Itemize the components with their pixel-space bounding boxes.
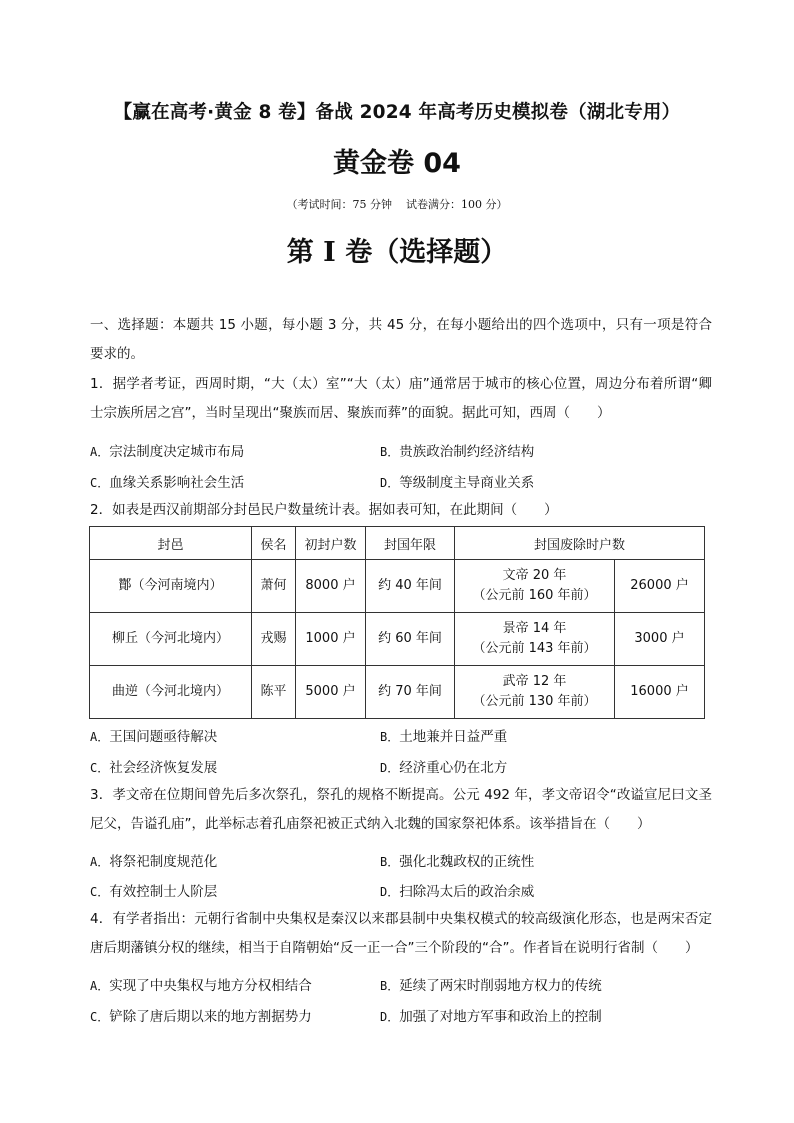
cell-initial: 8000 户 xyxy=(296,560,366,613)
header-years: 封国年限 xyxy=(366,527,455,560)
cell-end-date xyxy=(455,613,615,666)
option-text: 实现了中央集权与地方分权相结合 xyxy=(109,978,312,994)
option-text: 经济重心仍在北方 xyxy=(399,760,508,776)
cell-end-households: 26000 户 xyxy=(615,560,705,613)
option-text: 贵族政治制约经济结构 xyxy=(399,444,535,460)
q4-option-b[interactable] xyxy=(380,974,602,994)
option-text: 血缘关系影响社会生活 xyxy=(109,475,245,491)
q3-option-d[interactable] xyxy=(380,880,534,900)
end-date-reign: 武帝 12 年 xyxy=(502,674,567,689)
header-lord: 侯名 xyxy=(252,527,296,560)
cell-fief: 酇（今河南境内） xyxy=(90,560,252,613)
option-letter: D． xyxy=(380,1010,400,1024)
option-text: 社会经济恢复发展 xyxy=(109,760,218,776)
table-row xyxy=(90,666,705,719)
end-date-reign: 文帝 20 年 xyxy=(502,568,567,583)
q4-option-c[interactable] xyxy=(90,1005,312,1025)
table-row xyxy=(90,560,705,613)
end-date-year: （公元前 143 年前） xyxy=(472,641,597,656)
cell-years: 约 40 年间 xyxy=(366,560,455,613)
option-letter: D． xyxy=(380,885,400,899)
exam-time: （考试时间：75 分钟 xyxy=(286,198,392,211)
option-letter: B． xyxy=(380,730,400,744)
cell-fief: 曲逆（今河北境内） xyxy=(90,666,252,719)
option-text: 扫除冯太后的政治余威 xyxy=(399,884,535,900)
option-text: 王国问题亟待解决 xyxy=(109,729,218,745)
option-text: 宗法制度决定城市布局 xyxy=(109,444,245,460)
option-letter: C． xyxy=(90,1010,110,1024)
cell-end-households: 3000 户 xyxy=(615,613,705,666)
q3-option-b[interactable] xyxy=(380,850,534,870)
cell-end-date xyxy=(455,560,615,613)
option-text: 有效控制士人阶层 xyxy=(109,884,218,900)
option-letter: C． xyxy=(90,761,110,775)
option-text: 强化北魏政权的正统性 xyxy=(399,854,535,870)
full-score: 试卷满分：100 分） xyxy=(406,198,508,211)
table-header-row xyxy=(90,527,705,560)
top-title: 【赢在高考·黄金 8 卷】备战 2024 年高考历史模拟卷（湖北专用） xyxy=(113,102,681,123)
q3-option-a[interactable] xyxy=(90,850,217,870)
cell-fief: 柳丘（今河北境内） xyxy=(90,613,252,666)
cell-lord: 戎赐 xyxy=(252,613,296,666)
cell-lord: 陈平 xyxy=(252,666,296,719)
section-instruction: 一、选择题：本题共 15 小题，每小题 3 分，共 45 分，在每小题给出的四个选项中，只有一项是符合要求的。 xyxy=(90,317,712,362)
option-letter: B． xyxy=(380,855,400,869)
exam-meta xyxy=(0,196,794,212)
header-fief: 封邑 xyxy=(90,527,252,560)
cell-end-date xyxy=(455,666,615,719)
option-text: 延续了两宋时削弱地方权力的传统 xyxy=(399,978,602,994)
cell-initial: 1000 户 xyxy=(296,613,366,666)
question-4-stem: 4．有学者指出：元朝行省制中央集权是秦汉以来郡县制中央集权模式的较高级演化形态，也是两宋否定唐后期藩镇分权的继续，相当于自隋朝始“反一正一合”三个阶段的“合”。作者旨在说明行省制（ ） xyxy=(90,911,712,956)
option-text: 将祭祀制度规范化 xyxy=(109,854,218,870)
question-2-stem: 2．如表是西汉前期部分封邑民户数量统计表。据如表可知，在此期间（ ） xyxy=(90,502,558,518)
q2-option-d[interactable] xyxy=(380,756,507,776)
option-letter: B． xyxy=(380,445,400,459)
option-letter: D． xyxy=(380,476,400,490)
section-title: 第 I 卷（选择题） xyxy=(286,237,508,268)
q1-option-d[interactable] xyxy=(380,471,534,491)
q1-option-a[interactable] xyxy=(90,440,244,460)
fief-households-table xyxy=(89,526,705,719)
option-letter: B． xyxy=(380,979,400,993)
cell-years: 约 70 年间 xyxy=(366,666,455,719)
question-1-stem: 1．据学者考证，西周时期，“大（太）室”“大（太）庙”通常居于城市的核心位置，周边分布着所谓“卿士宗族所居之宫”，当时呈现出“聚族而居、聚族而葬”的面貌。据此可知，西周（ ） xyxy=(90,376,712,421)
end-date-reign: 景帝 14 年 xyxy=(502,621,567,636)
header-end-households: 封国废除时户数 xyxy=(455,527,705,560)
q2-option-a[interactable] xyxy=(90,725,217,745)
option-letter: C． xyxy=(90,885,110,899)
option-text: 等级制度主导商业关系 xyxy=(399,475,535,491)
cell-lord: 萧何 xyxy=(252,560,296,613)
q3-option-c[interactable] xyxy=(90,880,217,900)
cell-initial: 5000 户 xyxy=(296,666,366,719)
cell-end-households: 16000 户 xyxy=(615,666,705,719)
table-row xyxy=(90,613,705,666)
option-letter: A． xyxy=(90,855,110,869)
q4-option-d[interactable] xyxy=(380,1005,602,1025)
q1-option-b[interactable] xyxy=(380,440,534,460)
option-text: 土地兼并日益严重 xyxy=(399,729,508,745)
end-date-year: （公元前 130 年前） xyxy=(472,694,597,709)
option-letter: A． xyxy=(90,730,110,744)
end-date-year: （公元前 160 年前） xyxy=(472,588,597,603)
main-title: 黄金卷 04 xyxy=(333,148,461,179)
q2-option-c[interactable] xyxy=(90,756,217,776)
option-letter: C． xyxy=(90,476,110,490)
q1-option-c[interactable] xyxy=(90,471,244,491)
header-initial-households: 初封户数 xyxy=(296,527,366,560)
option-text: 加强了对地方军事和政治上的控制 xyxy=(399,1009,602,1025)
cell-years: 约 60 年间 xyxy=(366,613,455,666)
q2-option-b[interactable] xyxy=(380,725,507,745)
option-letter: D． xyxy=(380,761,400,775)
option-letter: A． xyxy=(90,979,110,993)
q4-option-a[interactable] xyxy=(90,974,312,994)
option-text: 铲除了唐后期以来的地方割据势力 xyxy=(109,1009,312,1025)
question-3-stem: 3．孝文帝在位期间曾先后多次祭孔，祭孔的规格不断提高。公元 492 年，孝文帝诏令“改谥宣尼曰文圣尼父，告谥孔庙”，此举标志着孔庙祭祀被正式纳入北魏的国家祭祀体系。该举措旨在（ ） xyxy=(90,787,712,832)
option-letter: A． xyxy=(90,445,110,459)
